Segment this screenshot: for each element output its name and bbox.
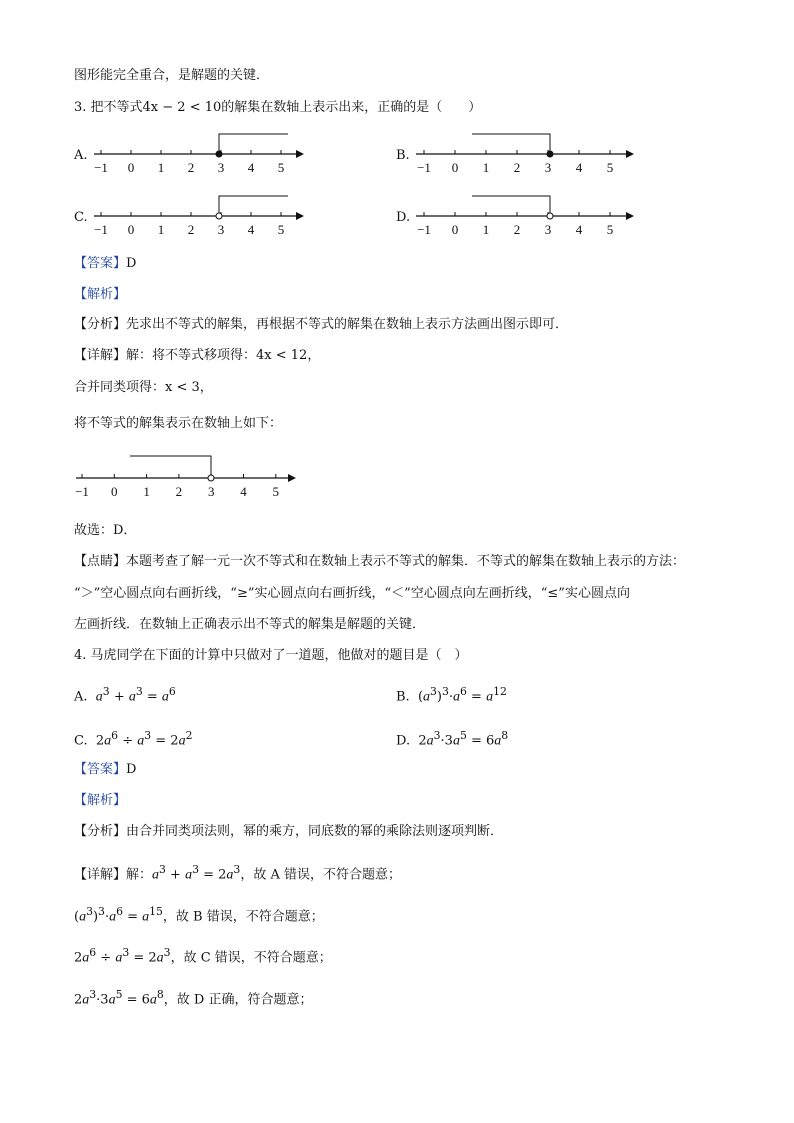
tick-label: 2 [175, 484, 183, 499]
tick-label: 0 [451, 222, 459, 237]
tick-label: 3 [544, 160, 552, 175]
tick-label: −1 [94, 160, 108, 175]
tick-label: 0 [127, 222, 135, 237]
tick-label: 2 [187, 222, 195, 237]
comment-3-b: “＞”空心圆点向右画折线，“≥”实心圆点向右画折线，“＜”空心圆点向左画折线，“≤”实心圆点向 [74, 586, 630, 601]
option-a-label: A. [74, 148, 88, 163]
tick-label: 5 [606, 222, 614, 237]
number-line-c [90, 190, 310, 240]
number-line-b [412, 128, 642, 178]
tick-label: 5 [272, 484, 280, 499]
q4-option-b: B. $(a^3)^3\cdot a^6 = a^{12}$ [396, 685, 507, 705]
analysis-3-heading: 【解析】 [74, 287, 127, 302]
tick-label: 1 [157, 160, 165, 175]
tick-label: 2 [187, 160, 195, 175]
number-line-d [412, 190, 642, 240]
tick-label: 3 [217, 222, 225, 237]
tick-label: 5 [606, 160, 614, 175]
tick-label: 3 [217, 160, 225, 175]
answer-3: 【答案】D [74, 256, 137, 271]
tick-label: 1 [482, 160, 490, 175]
number-line-solution [72, 452, 312, 506]
number-line-a [90, 128, 310, 178]
comment-3-c: 左画折线．在数轴上正确表示出不等式的解集是解题的关键． [74, 617, 426, 632]
analysis-4: 【分析】由合并同类项法则，幂的乘方，同底数的幂的乘除法则逐项判断． [74, 824, 504, 839]
tick-label: −1 [417, 222, 431, 237]
tick-label: 1 [157, 222, 165, 237]
tick-label: −1 [417, 160, 431, 175]
tick-label: 0 [111, 484, 118, 499]
text-line: 图形能完全重合，是解题的关键． [74, 68, 270, 83]
q4-option-d: D. $2a^3\cdot 3a^5 = 6a^8$ [396, 729, 509, 749]
comment-3: 【点睛】本题考查了解一元一次不等式和在数轴上表示不等式的解集．不等式的解集在数轴上表示的方法： [74, 554, 686, 569]
q4-option-c: C. $2a^6 \div a^3 = 2a^2$ [74, 729, 193, 749]
tick-label: 4 [240, 484, 247, 499]
question-3: 3. 把不等式4x − 2 < 10的解集在数轴上表示出来，正确的是（ ） [74, 100, 482, 115]
show-line: 将不等式的解集表示在数轴上如下： [74, 416, 283, 431]
question-4: 4. 马虎同学在下面的计算中只做对了一道题，他做对的题目是（ ） [74, 648, 468, 663]
merge-line: 合并同类项得：x < 3， [74, 380, 213, 395]
tick-label: 3 [207, 484, 215, 499]
tick-label: −1 [94, 222, 108, 237]
tick-label: 0 [127, 160, 135, 175]
tick-label: 3 [544, 222, 552, 237]
tick-label: 5 [277, 160, 285, 175]
tick-label: 2 [513, 222, 521, 237]
detail-4-c: $2a^6 \div a^3 = 2a^3$，故 C 错误，不符合题意； [74, 946, 332, 966]
tick-label: 0 [451, 160, 459, 175]
option-d-label: D. [396, 210, 411, 225]
detail-4-b: $(a^3)^3\cdot a^6 = a^{15}$，故 B 错误，不符合题意； [74, 905, 324, 925]
tick-label: 4 [575, 222, 583, 237]
tick-label: 2 [513, 160, 521, 175]
detail-4-d: $2a^3\cdot 3a^5 = 6a^8$，故 D 正确，符合题意； [74, 988, 313, 1008]
tick-label: 1 [143, 484, 150, 499]
q4-option-a: A. $a^3 + a^3 = a^6$ [74, 685, 176, 705]
answer-4: 【答案】D [74, 762, 137, 777]
option-b-label: B. [396, 148, 410, 163]
tick-label: 4 [247, 160, 255, 175]
detail-3: 【详解】解：将不等式移项得：4x < 12， [74, 348, 321, 363]
analysis-4-heading: 【解析】 [74, 793, 127, 808]
tick-label: −1 [75, 484, 89, 499]
analysis-3: 【分析】先求出不等式的解集，再根据不等式的解集在数轴上表示方法画出图示即可． [74, 317, 569, 332]
tick-label: 5 [277, 222, 285, 237]
option-c-label: C. [74, 210, 88, 225]
choose-line: 故选：D． [74, 523, 137, 538]
detail-4: 【详解】解：$a^3 + a^3 = 2a^3$，故 A 错误，不符合题意； [74, 863, 401, 883]
tick-label: 1 [482, 222, 490, 237]
tick-label: 4 [575, 160, 583, 175]
tick-label: 4 [247, 222, 255, 237]
